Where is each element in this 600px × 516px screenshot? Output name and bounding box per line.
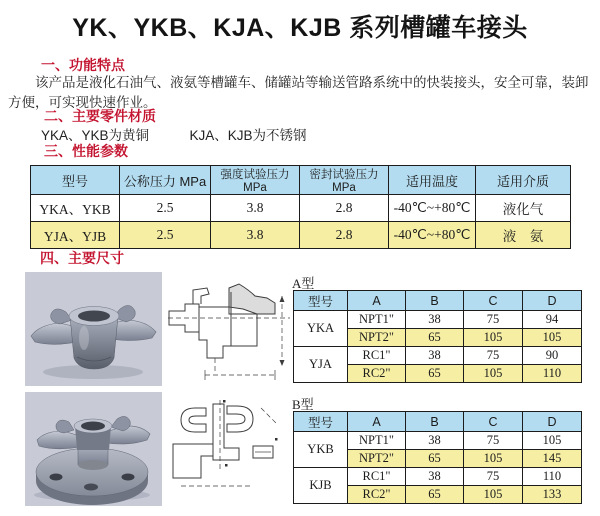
table-cell: 65 — [406, 329, 464, 347]
coupling-a-drawing-image — [165, 274, 293, 386]
table-header-cell: D — [523, 291, 582, 311]
table-cell: 75 — [464, 432, 523, 450]
table-cell: NPT2" — [348, 329, 406, 347]
dimension-table-b — [293, 411, 582, 504]
table-cell: 75 — [464, 311, 523, 329]
table-cell: 110 — [523, 468, 582, 486]
table-cell: 105 — [464, 486, 523, 504]
dim-table-a-label: A型 — [292, 276, 315, 291]
performance-row — [31, 222, 571, 249]
table-cell: -40℃~+80℃ — [389, 222, 476, 249]
table-cell: 38 — [406, 347, 464, 365]
perf-header-strength-test: 强度试验压力MPa — [211, 166, 300, 195]
table-cell: 液化气 — [476, 195, 571, 222]
table-cell: 65 — [406, 486, 464, 504]
table-cell: 38 — [406, 311, 464, 329]
dim-table-b-label: B型 — [292, 397, 314, 412]
table-cell: 105 — [523, 329, 582, 347]
table-header-cell: 型号 — [294, 412, 348, 432]
table-cell: 65 — [406, 365, 464, 383]
table-cell: 液 氨 — [476, 222, 571, 249]
table-header-cell: A — [348, 291, 406, 311]
coupling-a-photo-image — [25, 272, 162, 386]
coupling-b-photo-image — [25, 392, 162, 506]
perf-header-medium: 适用介质 — [476, 166, 571, 195]
table-cell: RC1" — [348, 468, 406, 486]
model-cell: KJB — [294, 468, 348, 504]
page-title: YK、YKB、KJA、KJB 系列槽罐车接头 — [72, 14, 528, 42]
features-text: 该产品是液化石油气、液氨等槽罐车、储罐站等输送管路系统中的快装接头，安全可靠，装卸方便，可实现快速作业。 — [8, 75, 589, 110]
photo-coupling-a — [25, 272, 162, 386]
perf-header-model: 型号 — [31, 166, 120, 195]
table-cell: 3.8 — [211, 222, 300, 249]
section-performance-heading: 三、性能参数 — [44, 143, 128, 159]
photo-coupling-b — [25, 392, 162, 506]
table-cell: 38 — [406, 468, 464, 486]
table-cell: 2.8 — [300, 222, 389, 249]
table-cell: 2.8 — [300, 195, 389, 222]
table-cell: 105 — [523, 432, 582, 450]
table-row — [294, 347, 582, 365]
table-cell: 145 — [523, 450, 582, 468]
model-cell: YJA — [294, 347, 348, 383]
table-cell: 2.5 — [120, 195, 211, 222]
perf-header-temperature: 适用温度 — [389, 166, 476, 195]
table-cell: 105 — [464, 365, 523, 383]
table-header-cell: B — [406, 412, 464, 432]
table-cell: 133 — [523, 486, 582, 504]
table-header-cell: A — [348, 412, 406, 432]
table-cell: 38 — [406, 432, 464, 450]
section-materials-heading: 二、主要零件材质 — [44, 108, 156, 124]
table-cell: RC1" — [348, 347, 406, 365]
table-header-cell: 型号 — [294, 291, 348, 311]
table-header-cell: C — [464, 412, 523, 432]
table-header-cell: D — [523, 412, 582, 432]
dimension-table-a — [293, 290, 582, 383]
section-features-heading: 一、功能特点 — [41, 57, 125, 73]
table-cell: RC2" — [348, 365, 406, 383]
dim-b-header-row — [294, 412, 582, 432]
table-cell: 3.8 — [211, 195, 300, 222]
table-cell: 105 — [464, 329, 523, 347]
table-cell: 2.5 — [120, 222, 211, 249]
table-cell: 90 — [523, 347, 582, 365]
table-cell: YJA、YJB — [31, 222, 120, 249]
drawing-coupling-b-section — [165, 398, 291, 496]
performance-table — [30, 165, 571, 249]
model-cell: YKA — [294, 311, 348, 347]
table-cell: 94 — [523, 311, 582, 329]
section-dimensions-heading: 四、主要尺寸 — [40, 250, 124, 266]
table-row — [294, 468, 582, 486]
table-cell: -40℃~+80℃ — [389, 195, 476, 222]
drawing-coupling-a-section — [165, 274, 293, 386]
model-cell: YKB — [294, 432, 348, 468]
table-cell: 105 — [464, 450, 523, 468]
performance-row — [31, 195, 571, 222]
table-cell: YKA、YKB — [31, 195, 120, 222]
materials-text: YKA、YKB为黄铜 KJA、KJB为不锈钢 — [41, 128, 307, 143]
coupling-b-drawing-image — [165, 398, 291, 496]
dim-a-header-row — [294, 291, 582, 311]
table-header-cell: B — [406, 291, 464, 311]
table-header-cell: C — [464, 291, 523, 311]
table-cell: NPT2" — [348, 450, 406, 468]
table-cell: 75 — [464, 347, 523, 365]
table-cell: NPT1" — [348, 432, 406, 450]
perf-header-seal-test: 密封试验压力MPa — [300, 166, 389, 195]
table-cell: 75 — [464, 468, 523, 486]
table-row — [294, 432, 582, 450]
perf-header-nominal-pressure: 公称压力 MPa — [120, 166, 211, 195]
table-cell: 110 — [523, 365, 582, 383]
table-cell: NPT1" — [348, 311, 406, 329]
table-cell: RC2" — [348, 486, 406, 504]
table-cell: 65 — [406, 450, 464, 468]
table-row — [294, 311, 582, 329]
performance-header-row — [31, 166, 571, 195]
